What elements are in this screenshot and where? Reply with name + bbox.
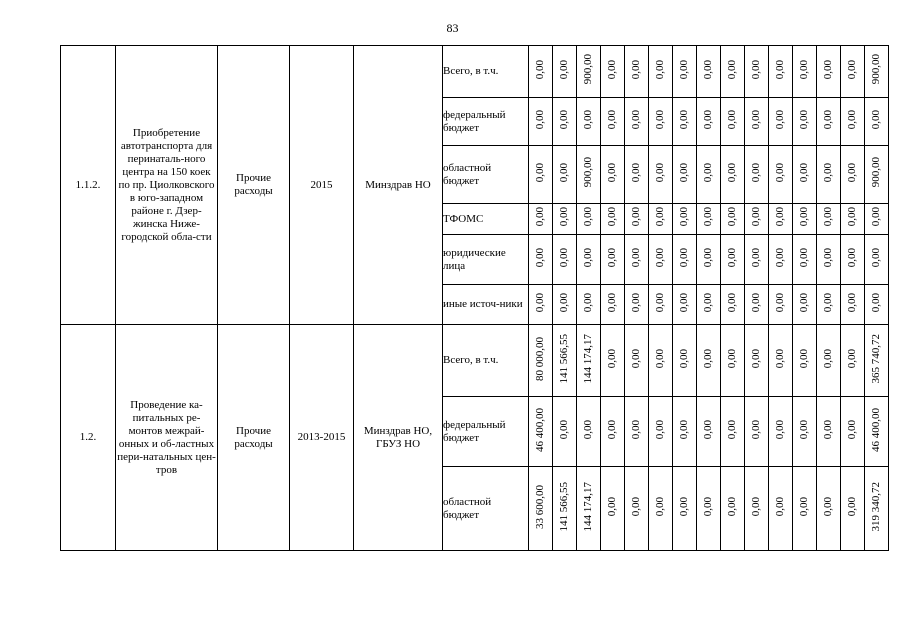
amount-value: 0,00: [534, 207, 546, 227]
amount-value: 0,00: [750, 292, 762, 313]
amount-cell: [625, 204, 649, 235]
amount-value: 0,00: [534, 162, 546, 183]
amount-cell: [865, 235, 889, 285]
amount-value: 0,00: [654, 496, 666, 517]
amount-cell: [625, 98, 649, 146]
amount-value: 0,00: [702, 496, 714, 517]
row-years: 2015: [290, 46, 354, 325]
amount-cell: [553, 235, 577, 285]
amount-cell: [601, 98, 625, 146]
amount-cell: [673, 146, 697, 204]
amount-cell: [865, 46, 889, 98]
amount-value: 0,00: [774, 109, 786, 130]
amount-cell: [841, 204, 865, 235]
amount-cell: [529, 235, 553, 285]
funding-source-label: федеральный бюджет: [443, 397, 529, 467]
amount-value: 0,00: [774, 348, 786, 369]
amount-value: 0,00: [822, 59, 834, 80]
amount-cell: [673, 204, 697, 235]
amount-value: 0,00: [774, 496, 786, 517]
amount-cell: [793, 98, 817, 146]
amount-cell: [529, 285, 553, 325]
amount-cell: [817, 397, 841, 467]
amount-cell: [553, 285, 577, 325]
table-row: [61, 325, 889, 397]
amount-cell: [865, 146, 889, 204]
amount-value: 0,00: [846, 109, 858, 130]
amount-cell: [601, 235, 625, 285]
amount-value: 0,00: [774, 59, 786, 80]
amount-value: 0,00: [750, 207, 762, 227]
amount-value: 0,00: [774, 207, 786, 227]
funding-source-label: областной бюджет: [443, 467, 529, 551]
amount-cell: [697, 325, 721, 397]
amount-value: 0,00: [678, 109, 690, 130]
amount-value: 0,00: [870, 109, 882, 130]
row-code: 1.2.: [61, 325, 116, 551]
amount-cell: [649, 235, 673, 285]
amount-value: 0,00: [726, 348, 738, 369]
amount-value: 0,00: [654, 348, 666, 369]
amount-cell: [577, 46, 601, 98]
amount-cell: [721, 46, 745, 98]
amount-value: 0,00: [846, 496, 858, 517]
amount-cell: [529, 46, 553, 98]
amount-value: 0,00: [702, 419, 714, 440]
amount-value: 0,00: [846, 207, 858, 227]
amount-value: 0,00: [678, 59, 690, 80]
amount-value: 0,00: [846, 247, 858, 268]
funding-source-label: юридические лица: [443, 235, 529, 285]
amount-value: 0,00: [750, 59, 762, 80]
row-name: Приобретение автотранспорта для перинаталь-ного центра на 150 коек по пр. Циолковского в юго-западном районе г. Дзер-жинска Ниже-городской обла-сти: [116, 46, 218, 325]
page-number: 83: [446, 21, 459, 35]
amount-cell: [601, 325, 625, 397]
amount-cell: [625, 397, 649, 467]
amount-value: 0,00: [582, 292, 594, 313]
amount-cell: [745, 467, 769, 551]
amount-value: 0,00: [654, 292, 666, 313]
amount-value: 0,00: [726, 162, 738, 183]
amount-cell: [529, 397, 553, 467]
amount-cell: [625, 146, 649, 204]
amount-value: 0,00: [822, 162, 834, 183]
table-row: [61, 46, 889, 98]
amount-cell: [817, 285, 841, 325]
amount-cell: [745, 146, 769, 204]
amount-cell: [793, 285, 817, 325]
amount-value: 141 566,55: [558, 481, 570, 532]
amount-value: 0,00: [630, 419, 642, 440]
amount-value: 0,00: [630, 348, 642, 369]
amount-cell: [649, 146, 673, 204]
amount-value: 900,00: [870, 54, 882, 85]
amount-cell: [841, 467, 865, 551]
amount-value: 0,00: [750, 109, 762, 130]
amount-cell: [697, 467, 721, 551]
amount-value: 0,00: [534, 247, 546, 268]
amount-cell: [721, 325, 745, 397]
amount-value: 0,00: [534, 292, 546, 313]
amount-value: 0,00: [774, 292, 786, 313]
amount-cell: [697, 204, 721, 235]
amount-cell: [817, 204, 841, 235]
amount-cell: [673, 235, 697, 285]
amount-value: 0,00: [750, 162, 762, 183]
amount-value: 0,00: [774, 162, 786, 183]
amount-value: 0,00: [846, 348, 858, 369]
amount-value: 0,00: [726, 419, 738, 440]
amount-value: 0,00: [846, 162, 858, 183]
amount-value: 0,00: [798, 207, 810, 227]
amount-cell: [553, 325, 577, 397]
amount-cell: [697, 146, 721, 204]
amount-cell: [577, 397, 601, 467]
amount-cell: [529, 146, 553, 204]
amount-cell: [601, 285, 625, 325]
funding-source-label: областной бюджет: [443, 146, 529, 204]
amount-value: 0,00: [558, 162, 570, 183]
amount-value: 0,00: [558, 207, 570, 227]
amount-value: 0,00: [798, 348, 810, 369]
amount-cell: [745, 285, 769, 325]
amount-cell: [817, 325, 841, 397]
amount-value: 0,00: [702, 348, 714, 369]
amount-cell: [745, 204, 769, 235]
amount-value: 0,00: [702, 207, 714, 227]
amount-cell: [553, 146, 577, 204]
amount-value: 0,00: [630, 59, 642, 80]
amount-value: 0,00: [726, 207, 738, 227]
amount-value: 0,00: [606, 162, 618, 183]
amount-cell: [673, 285, 697, 325]
amount-value: 141 566,55: [558, 333, 570, 384]
amount-cell: [673, 46, 697, 98]
row-executor: Минздрав НО, ГБУЗ НО: [354, 325, 443, 551]
amount-value: 0,00: [822, 247, 834, 268]
amount-cell: [769, 325, 793, 397]
amount-cell: [649, 285, 673, 325]
amount-cell: [793, 204, 817, 235]
amount-value: 0,00: [798, 247, 810, 268]
funding-source-label: Всего, в т.ч.: [443, 325, 529, 397]
amount-value: 0,00: [846, 419, 858, 440]
amount-value: 0,00: [798, 496, 810, 517]
amount-value: 0,00: [726, 496, 738, 517]
amount-cell: [577, 98, 601, 146]
amount-value: 0,00: [630, 496, 642, 517]
amount-value: 0,00: [558, 292, 570, 313]
amount-cell: [529, 325, 553, 397]
amount-value: 0,00: [702, 109, 714, 130]
amount-value: 0,00: [678, 419, 690, 440]
amount-cell: [673, 325, 697, 397]
amount-value: 0,00: [582, 207, 594, 227]
budget-table: [60, 45, 889, 551]
amount-value: 0,00: [798, 59, 810, 80]
amount-value: 0,00: [606, 109, 618, 130]
amount-value: 0,00: [630, 207, 642, 227]
amount-cell: [553, 46, 577, 98]
amount-cell: [553, 98, 577, 146]
amount-cell: [673, 467, 697, 551]
row-executor: Минздрав НО: [354, 46, 443, 325]
amount-cell: [553, 397, 577, 467]
amount-value: 80 000,00: [534, 336, 546, 381]
row-code: 1.1.2.: [61, 46, 116, 325]
amount-value: 0,00: [702, 247, 714, 268]
amount-value: 0,00: [702, 162, 714, 183]
amount-value: 0,00: [774, 419, 786, 440]
amount-cell: [745, 235, 769, 285]
amount-cell: [601, 146, 625, 204]
amount-cell: [865, 467, 889, 551]
amount-value: 46 400,00: [534, 407, 546, 452]
amount-value: 0,00: [558, 59, 570, 80]
amount-cell: [529, 467, 553, 551]
amount-value: 0,00: [582, 247, 594, 268]
amount-cell: [769, 98, 793, 146]
amount-cell: [601, 467, 625, 551]
amount-value: 0,00: [822, 109, 834, 130]
amount-cell: [649, 325, 673, 397]
amount-value: 0,00: [774, 247, 786, 268]
amount-cell: [865, 285, 889, 325]
amount-value: 0,00: [534, 109, 546, 130]
amount-value: 0,00: [822, 292, 834, 313]
amount-cell: [865, 204, 889, 235]
amount-value: 0,00: [846, 292, 858, 313]
amount-cell: [577, 235, 601, 285]
amount-cell: [673, 98, 697, 146]
amount-cell: [721, 98, 745, 146]
amount-cell: [865, 397, 889, 467]
amount-value: 0,00: [726, 247, 738, 268]
amount-cell: [769, 146, 793, 204]
amount-value: 0,00: [822, 348, 834, 369]
amount-cell: [577, 146, 601, 204]
amount-value: 0,00: [870, 292, 882, 313]
amount-value: 0,00: [726, 292, 738, 313]
amount-cell: [769, 235, 793, 285]
amount-cell: [817, 46, 841, 98]
amount-cell: [577, 467, 601, 551]
amount-value: 0,00: [702, 59, 714, 80]
row-expense-type: Прочие расходы: [218, 46, 290, 325]
amount-value: 0,00: [654, 419, 666, 440]
amount-cell: [745, 325, 769, 397]
amount-value: 0,00: [534, 59, 546, 80]
amount-value: 0,00: [798, 419, 810, 440]
amount-cell: [841, 285, 865, 325]
amount-cell: [553, 467, 577, 551]
amount-value: 0,00: [606, 207, 618, 227]
row-expense-type: Прочие расходы: [218, 325, 290, 551]
amount-value: 0,00: [630, 162, 642, 183]
amount-cell: [601, 397, 625, 467]
amount-cell: [865, 325, 889, 397]
row-name: Проведение ка-питальных ре-монтов межрай-онных и об-ластных пери-натальных цен-тров: [116, 325, 218, 551]
amount-cell: [769, 46, 793, 98]
amount-value: 0,00: [822, 419, 834, 440]
amount-cell: [817, 146, 841, 204]
amount-cell: [721, 146, 745, 204]
amount-value: 0,00: [750, 348, 762, 369]
amount-cell: [793, 397, 817, 467]
amount-cell: [601, 204, 625, 235]
amount-value: 0,00: [678, 207, 690, 227]
amount-value: 0,00: [870, 247, 882, 268]
amount-cell: [769, 204, 793, 235]
amount-cell: [841, 325, 865, 397]
funding-source-label: федеральный бюджет: [443, 98, 529, 146]
funding-source-label: иные источ-ники: [443, 285, 529, 325]
amount-cell: [697, 397, 721, 467]
amount-cell: [625, 467, 649, 551]
amount-value: 0,00: [870, 207, 882, 227]
amount-value: 0,00: [558, 247, 570, 268]
amount-value: 0,00: [750, 496, 762, 517]
amount-cell: [529, 204, 553, 235]
amount-value: 900,00: [582, 157, 594, 188]
amount-cell: [577, 204, 601, 235]
amount-value: 0,00: [678, 496, 690, 517]
amount-value: 0,00: [654, 162, 666, 183]
amount-cell: [625, 235, 649, 285]
amount-cell: [625, 325, 649, 397]
amount-value: 0,00: [654, 207, 666, 227]
amount-cell: [697, 46, 721, 98]
amount-value: 0,00: [558, 109, 570, 130]
amount-value: 0,00: [654, 247, 666, 268]
amount-cell: [649, 204, 673, 235]
amount-cell: [673, 397, 697, 467]
amount-value: 0,00: [678, 348, 690, 369]
amount-cell: [793, 46, 817, 98]
amount-cell: [769, 467, 793, 551]
amount-value: 0,00: [582, 109, 594, 130]
amount-value: 365 740,72: [870, 333, 882, 384]
amount-cell: [577, 325, 601, 397]
amount-cell: [601, 46, 625, 98]
amount-cell: [553, 204, 577, 235]
amount-value: 0,00: [726, 109, 738, 130]
funding-source-label: ТФОМС: [443, 204, 529, 235]
amount-value: 0,00: [582, 419, 594, 440]
amount-value: 144 174,17: [582, 333, 594, 384]
amount-cell: [721, 467, 745, 551]
amount-value: 0,00: [846, 59, 858, 80]
amount-cell: [841, 235, 865, 285]
amount-cell: [745, 46, 769, 98]
amount-value: 900,00: [870, 157, 882, 188]
amount-cell: [649, 98, 673, 146]
amount-cell: [649, 46, 673, 98]
amount-cell: [793, 235, 817, 285]
amount-cell: [625, 46, 649, 98]
amount-value: 0,00: [678, 247, 690, 268]
amount-value: 0,00: [750, 419, 762, 440]
amount-cell: [697, 235, 721, 285]
amount-value: 33 600,00: [534, 484, 546, 529]
amount-cell: [841, 397, 865, 467]
amount-cell: [721, 397, 745, 467]
amount-value: 0,00: [606, 292, 618, 313]
amount-cell: [721, 235, 745, 285]
amount-value: 0,00: [630, 109, 642, 130]
amount-cell: [649, 397, 673, 467]
amount-value: 0,00: [702, 292, 714, 313]
amount-cell: [697, 285, 721, 325]
amount-value: 0,00: [750, 247, 762, 268]
amount-value: 0,00: [606, 59, 618, 80]
amount-cell: [649, 467, 673, 551]
amount-value: 319 340,72: [870, 481, 882, 532]
amount-cell: [793, 467, 817, 551]
amount-cell: [721, 285, 745, 325]
amount-value: 0,00: [678, 162, 690, 183]
amount-cell: [745, 98, 769, 146]
amount-cell: [577, 285, 601, 325]
amount-value: 0,00: [798, 162, 810, 183]
funding-source-label: Всего, в т.ч.: [443, 46, 529, 98]
amount-value: 0,00: [558, 419, 570, 440]
amount-value: 0,00: [654, 109, 666, 130]
amount-cell: [841, 46, 865, 98]
amount-value: 0,00: [606, 419, 618, 440]
amount-cell: [745, 397, 769, 467]
amount-cell: [625, 285, 649, 325]
amount-value: 0,00: [822, 207, 834, 227]
row-years: 2013-2015: [290, 325, 354, 551]
amount-value: 0,00: [630, 292, 642, 313]
amount-value: 900,00: [582, 54, 594, 85]
amount-value: 0,00: [798, 109, 810, 130]
amount-cell: [721, 204, 745, 235]
amount-cell: [769, 285, 793, 325]
amount-cell: [793, 146, 817, 204]
amount-cell: [697, 98, 721, 146]
amount-cell: [841, 146, 865, 204]
amount-value: 0,00: [606, 247, 618, 268]
amount-cell: [841, 98, 865, 146]
amount-value: 0,00: [654, 59, 666, 80]
amount-cell: [817, 467, 841, 551]
amount-value: 0,00: [678, 292, 690, 313]
amount-cell: [817, 98, 841, 146]
amount-value: 0,00: [606, 348, 618, 369]
amount-cell: [793, 325, 817, 397]
amount-value: 0,00: [798, 292, 810, 313]
amount-value: 0,00: [606, 496, 618, 517]
amount-cell: [817, 235, 841, 285]
amount-value: 144 174,17: [582, 481, 594, 532]
amount-cell: [529, 98, 553, 146]
amount-value: 0,00: [726, 59, 738, 80]
amount-cell: [865, 98, 889, 146]
amount-value: 46 400,00: [870, 407, 882, 452]
amount-value: 0,00: [630, 247, 642, 268]
amount-value: 0,00: [822, 496, 834, 517]
amount-cell: [769, 397, 793, 467]
